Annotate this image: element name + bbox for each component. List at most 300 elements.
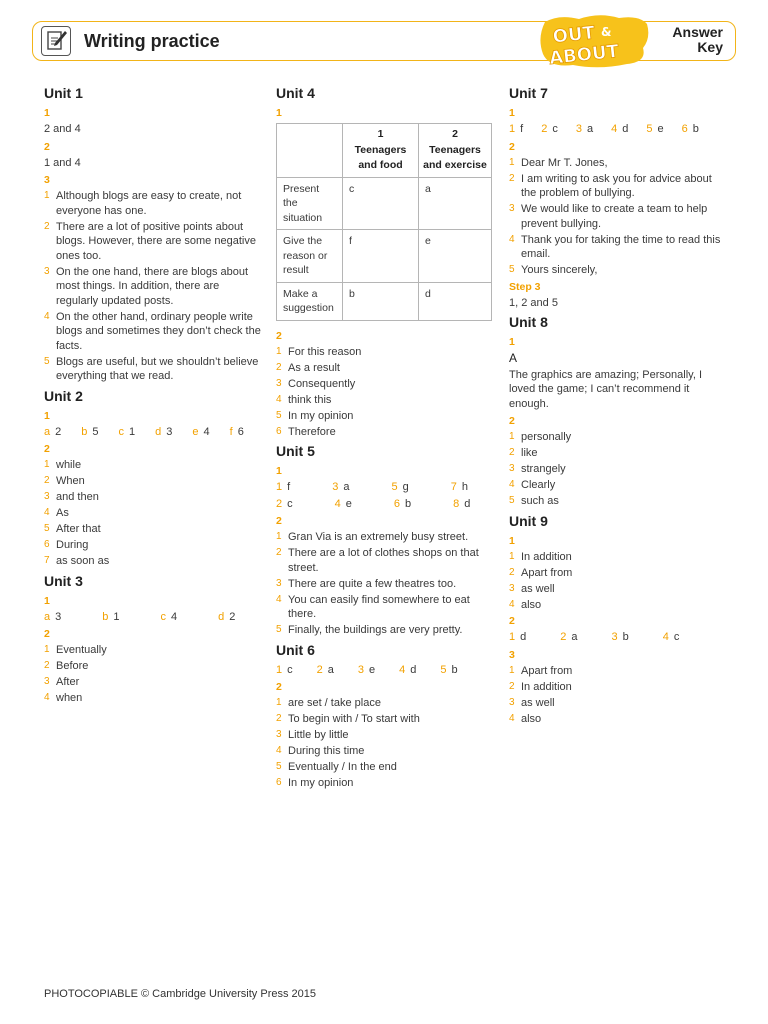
item-text: There are a lot of positive points about blogs. However, there are some negative ones too. — [56, 220, 256, 262]
list-item — [44, 474, 262, 489]
pair-value: a — [571, 631, 578, 643]
exercise-number: 3 — [509, 648, 515, 661]
pair-key: 6 — [681, 123, 688, 135]
item-number: 7 — [44, 555, 50, 566]
pair-key: 6 — [393, 497, 400, 510]
item-number: 2 — [44, 660, 50, 671]
answer-list — [44, 189, 262, 384]
item-number: 5 — [509, 495, 515, 506]
pair-value: b — [692, 123, 699, 135]
item-text: Therefore — [288, 425, 336, 438]
item-number: 6 — [276, 425, 282, 437]
answer-pair — [317, 663, 334, 678]
exercise-number: 1 — [276, 465, 282, 477]
answer-pairs — [509, 630, 727, 645]
answer-pair — [663, 630, 680, 645]
item-text: Blogs are useful, but we shouldn’t believe everything that we read. — [56, 355, 259, 382]
pair-value: 1 — [113, 610, 120, 623]
list-item — [509, 550, 727, 565]
copyright-footer: PHOTOCOPIABLE © Cambridge University Press 2015 — [44, 988, 316, 1000]
exercise-number: 2 — [44, 628, 50, 640]
item-text: Little by little — [288, 729, 349, 741]
item-text: Although blogs are easy to create, not everyone has one. — [56, 190, 242, 217]
exercise-number: 2 — [44, 140, 50, 153]
item-text: strangely — [521, 463, 566, 475]
answer-pair — [332, 480, 349, 495]
item-number: 2 — [276, 361, 282, 373]
list-item — [509, 156, 727, 171]
pair-value: b — [451, 663, 458, 676]
item-text: I am writing to ask you for advice about the problem of bullying. — [521, 172, 712, 199]
list-item — [44, 265, 262, 309]
item-text: as well — [521, 582, 555, 595]
answer-list — [509, 550, 727, 613]
pair-value: a — [343, 481, 350, 493]
svg-text:&: & — [601, 25, 612, 39]
column-1 — [44, 84, 262, 708]
item-number: 3 — [509, 696, 515, 708]
answer-list — [44, 643, 262, 706]
answer-pairs — [44, 610, 262, 625]
answer-pair — [119, 425, 136, 440]
pair-key: a — [44, 610, 51, 623]
answer-list — [509, 430, 727, 509]
list-item — [44, 659, 262, 674]
page-header — [32, 21, 736, 68]
list-item — [509, 446, 727, 461]
item-number: 3 — [276, 729, 282, 740]
answer-text: 1, 2 and 5 — [509, 296, 558, 309]
exercise-number: 1 — [509, 534, 515, 547]
answer-letter: A — [509, 351, 518, 365]
item-number: 3 — [509, 463, 515, 474]
list-item — [44, 458, 262, 473]
answer-pair — [218, 610, 235, 625]
answer-pair — [399, 663, 416, 678]
list-item — [44, 538, 262, 553]
unit-title: Unit 3 — [44, 572, 83, 589]
pair-key: 2 — [541, 123, 548, 135]
item-text: As — [56, 507, 69, 519]
item-text: also — [521, 712, 542, 725]
item-text: On the other hand, ordinary people write blogs and sometimes they don’t check the facts. — [56, 310, 261, 352]
answer-pair — [102, 610, 119, 625]
pair-value: g — [402, 481, 409, 493]
item-text: also — [521, 598, 542, 611]
pair-key: d — [218, 610, 225, 623]
pair-key: c — [118, 425, 124, 438]
item-number: 1 — [276, 345, 282, 357]
exercise-number: 1 — [44, 409, 50, 422]
pair-value: c — [287, 663, 293, 676]
item-text: Thank you for taking the time to read this email. — [521, 233, 721, 260]
answer-pair — [335, 497, 352, 512]
item-text: are set / take place — [288, 697, 381, 709]
answer-pair — [541, 122, 558, 137]
item-number: 4 — [509, 233, 515, 245]
exercise-number: 2 — [509, 415, 515, 427]
pair-key: 2 — [276, 497, 283, 510]
exercise-number: 2 — [276, 329, 282, 342]
answer-pair — [612, 630, 629, 645]
pair-key: 3 — [611, 631, 618, 643]
item-number: 1 — [44, 644, 50, 655]
item-number: 4 — [276, 593, 282, 605]
item-text: We would like to create a team to help prevent bullying. — [521, 203, 708, 230]
list-item — [509, 430, 727, 445]
item-text: For this reason — [288, 345, 362, 358]
item-text: After — [56, 676, 80, 688]
out-and-about-logo — [539, 14, 651, 68]
item-text: In my opinion — [288, 409, 354, 422]
item-text: Clearly — [521, 479, 556, 491]
list-item — [276, 546, 496, 575]
list-item — [276, 425, 496, 440]
list-item — [44, 310, 262, 354]
answer-list — [509, 156, 727, 278]
pair-key: 5 — [440, 663, 447, 676]
pair-key: 2 — [560, 631, 567, 643]
answer-pair — [509, 630, 526, 645]
column-3 — [509, 84, 727, 728]
pair-value: d — [464, 497, 471, 510]
svg-text:OUT: OUT — [551, 22, 596, 48]
answer-pair — [451, 480, 468, 495]
item-number: 6 — [276, 777, 282, 788]
pair-value: 2 — [55, 425, 62, 438]
list-item — [44, 554, 262, 569]
list-item — [509, 462, 727, 477]
item-text: In my opinion — [288, 777, 354, 789]
pair-value: e — [345, 497, 352, 510]
item-text: You can easily find somewhere to eat there. — [288, 593, 470, 620]
exercise-number: 2 — [276, 515, 282, 527]
answer-list — [44, 458, 262, 569]
exercise-number: 2 — [509, 140, 515, 153]
pair-key: 4 — [334, 497, 341, 510]
item-number: 2 — [509, 172, 515, 184]
item-number: 4 — [276, 745, 282, 756]
item-text: When — [56, 475, 85, 487]
answer-list — [276, 696, 496, 791]
pair-value: d — [520, 631, 527, 643]
item-number: 1 — [509, 664, 515, 676]
item-number: 4 — [509, 598, 515, 610]
list-item — [509, 263, 727, 278]
pair-key: 3 — [357, 663, 364, 676]
item-number: 6 — [44, 539, 50, 550]
table-row: Present the situation c a — [277, 177, 492, 230]
answer-list — [276, 345, 496, 440]
unit-title: Unit 1 — [44, 85, 83, 101]
pair-key: 3 — [575, 123, 582, 135]
answer-list — [276, 530, 496, 638]
exercise-number: 2 — [276, 681, 282, 693]
item-text: personally — [521, 431, 572, 443]
item-text: In addition — [521, 680, 572, 693]
pair-key: 3 — [332, 481, 339, 493]
list-item — [509, 696, 727, 711]
answer-pairs — [44, 425, 262, 440]
item-number: 3 — [509, 203, 515, 214]
list-item — [44, 675, 262, 690]
answer-pair — [440, 663, 457, 678]
unit-title: Unit 8 — [509, 314, 548, 330]
pair-value: e — [657, 123, 664, 135]
pair-key: a — [44, 425, 51, 438]
list-item — [509, 494, 727, 509]
list-item — [509, 598, 727, 613]
list-item — [276, 760, 496, 775]
list-item — [44, 522, 262, 537]
list-item — [44, 355, 262, 384]
pair-key: 4 — [399, 663, 406, 676]
exercise-number: 2 — [509, 615, 515, 627]
item-text: To begin with / To start with — [288, 713, 420, 725]
list-item — [44, 490, 262, 505]
list-item — [276, 345, 496, 360]
item-number: 5 — [276, 624, 282, 635]
item-number: 2 — [509, 566, 515, 578]
pair-key: 4 — [662, 631, 669, 643]
item-text: Eventually — [56, 644, 107, 656]
item-number: 3 — [44, 491, 50, 502]
unit-title: Unit 2 — [44, 387, 83, 404]
unit-title: Unit 5 — [276, 443, 315, 459]
item-number: 3 — [44, 676, 50, 687]
pair-key: b — [81, 425, 88, 438]
list-item — [276, 776, 496, 791]
item-number: 1 — [509, 156, 515, 168]
answer-pair — [391, 480, 408, 495]
table-header-food: 1 Teenagers and food — [343, 124, 419, 178]
list-item — [276, 712, 496, 727]
exercise-number: 1 — [44, 594, 50, 607]
answer-pair — [576, 122, 593, 137]
list-item — [276, 530, 496, 545]
answer-pair — [81, 425, 98, 440]
item-text: Eventually / In the end — [288, 761, 397, 773]
table-corner — [277, 124, 343, 178]
item-text: Gran Via is an extremely busy street. — [288, 531, 469, 543]
item-text: As a result — [288, 361, 340, 374]
list-item — [509, 478, 727, 493]
list-item — [44, 643, 262, 658]
answer-list — [509, 664, 727, 727]
pair-value: 4 — [171, 610, 178, 623]
item-text: After that — [56, 523, 101, 535]
list-item — [44, 691, 262, 706]
svg-text:ABOUT: ABOUT — [548, 40, 620, 68]
pair-value: 5 — [92, 425, 99, 438]
answer-key-label: Answer Key — [672, 24, 723, 55]
pair-value: 4 — [203, 425, 210, 438]
answer-text: The graphics are amazing; Personally, I loved the game; I can’t recommend it enough. — [509, 368, 702, 410]
pair-value: f — [287, 481, 291, 493]
pair-key: c — [160, 610, 166, 623]
answer-table — [276, 123, 492, 321]
pair-value: c — [673, 631, 680, 643]
item-number: 5 — [276, 409, 282, 421]
list-item — [276, 623, 496, 638]
item-text: think this — [288, 393, 332, 406]
answer-pairs — [509, 122, 727, 137]
item-text: like — [521, 447, 538, 459]
pair-value: 3 — [166, 425, 173, 438]
pair-value: d — [410, 663, 417, 676]
list-item — [276, 728, 496, 743]
column-2 — [276, 84, 496, 793]
item-text: while — [56, 459, 82, 471]
unit-title: Unit 7 — [509, 85, 548, 101]
item-text: Before — [56, 660, 89, 672]
item-text: Dear Mr T. Jones, — [521, 156, 608, 169]
item-number: 4 — [44, 310, 50, 322]
answer-pair — [453, 497, 470, 512]
list-item — [44, 189, 262, 218]
table-row: Make a suggestion b d — [277, 282, 492, 320]
item-number: 5 — [276, 761, 282, 772]
answer-pair — [509, 122, 523, 137]
list-item — [276, 744, 496, 759]
pair-value: a — [327, 663, 334, 676]
list-item — [44, 506, 262, 521]
writing-icon — [41, 26, 71, 56]
list-item — [509, 712, 727, 727]
pair-value: 1 — [129, 425, 136, 438]
item-text: There are a lot of clothes shops on that street. — [288, 547, 479, 574]
item-number: 2 — [276, 713, 282, 724]
pair-key: 7 — [450, 481, 457, 493]
item-text: There are quite a few theatres too. — [288, 577, 457, 590]
pair-value: b — [622, 631, 629, 643]
item-number: 5 — [509, 264, 515, 275]
item-text: and then — [56, 491, 99, 503]
item-number: 1 — [44, 459, 50, 470]
pair-key: f — [229, 425, 233, 438]
pair-key: 1 — [509, 123, 516, 135]
answer-pair — [646, 122, 663, 137]
list-item — [276, 361, 496, 376]
list-item — [509, 582, 727, 597]
pair-key: 1 — [276, 481, 283, 493]
pair-key: 1 — [509, 631, 516, 643]
item-text: such as — [521, 495, 559, 507]
item-text: On the one hand, there are blogs about most things. In addition, there are regularly updated posts. — [56, 265, 249, 307]
unit-title: Unit 4 — [276, 85, 315, 101]
answer-pair — [611, 122, 628, 137]
item-number: 5 — [44, 355, 50, 367]
exercise-number: 1 — [276, 107, 282, 119]
item-number: 1 — [276, 531, 282, 542]
item-number: 3 — [509, 582, 515, 594]
answer-pair — [358, 663, 375, 678]
pair-value: a — [586, 123, 594, 135]
answer-pair — [276, 663, 293, 678]
exercise-number: 1 — [509, 336, 515, 348]
pair-key: 5 — [646, 123, 653, 135]
list-item — [509, 664, 727, 679]
pair-value: f — [520, 123, 524, 135]
answer-pair — [276, 497, 293, 512]
pair-key: 8 — [453, 497, 460, 510]
item-text: Consequently — [288, 377, 356, 390]
list-item — [509, 233, 727, 262]
answer-pairs — [276, 480, 496, 495]
item-text: as well — [521, 696, 555, 709]
pair-key: 1 — [276, 663, 283, 676]
item-text: Yours sincerely, — [521, 264, 598, 276]
item-number: 5 — [44, 523, 50, 534]
item-number: 4 — [276, 393, 282, 405]
pair-value: h — [461, 481, 468, 493]
pair-value: c — [552, 123, 558, 135]
item-number: 2 — [44, 475, 50, 486]
list-item — [276, 377, 496, 392]
answer-pairs — [276, 663, 496, 678]
item-number: 3 — [276, 377, 282, 389]
answer-pair — [230, 425, 244, 440]
pair-value: 3 — [55, 610, 62, 623]
answer-text: 2 and 4 — [44, 123, 81, 135]
pair-key: 5 — [391, 481, 398, 493]
pair-value: e — [369, 663, 376, 676]
answer-pair — [44, 425, 61, 440]
list-item — [276, 409, 496, 424]
pair-key: 4 — [611, 123, 618, 135]
list-item — [509, 172, 727, 201]
list-item — [509, 680, 727, 695]
item-text: During this time — [288, 745, 365, 757]
item-text: when — [56, 692, 83, 704]
list-item — [276, 393, 496, 408]
pair-key: 2 — [316, 663, 323, 676]
answer-pair — [682, 122, 699, 137]
item-text: Apart from — [521, 664, 573, 677]
item-number: 2 — [276, 547, 282, 558]
answer-pair — [276, 480, 290, 495]
answer-pairs — [276, 497, 496, 512]
exercise-number: 3 — [44, 174, 50, 186]
unit-title: Unit 9 — [509, 512, 548, 529]
pair-key: d — [155, 425, 162, 438]
item-number: 1 — [276, 697, 282, 708]
item-number: 3 — [276, 577, 282, 589]
table-header-exercise: 2 Teenagers and exercise — [419, 124, 492, 178]
pair-value: b — [405, 497, 412, 510]
pair-key: e — [192, 425, 199, 438]
item-number: 4 — [509, 712, 515, 724]
item-number: 1 — [44, 190, 50, 201]
list-item — [276, 577, 496, 592]
step-label: Step 3 — [509, 280, 541, 293]
item-number: 1 — [509, 431, 515, 442]
pair-value: 2 — [229, 610, 236, 623]
answer-pair — [44, 610, 61, 625]
item-number: 4 — [44, 692, 50, 703]
pair-value: c — [287, 497, 293, 510]
item-number: 2 — [509, 680, 515, 692]
answer-pair — [560, 630, 577, 645]
list-item — [276, 696, 496, 711]
list-item — [509, 566, 727, 581]
list-item — [276, 593, 496, 622]
exercise-number: 1 — [44, 107, 50, 119]
answer-pair — [161, 610, 178, 625]
item-number: 3 — [44, 265, 50, 277]
answer-pair — [192, 425, 209, 440]
exercise-number: 1 — [509, 107, 515, 119]
